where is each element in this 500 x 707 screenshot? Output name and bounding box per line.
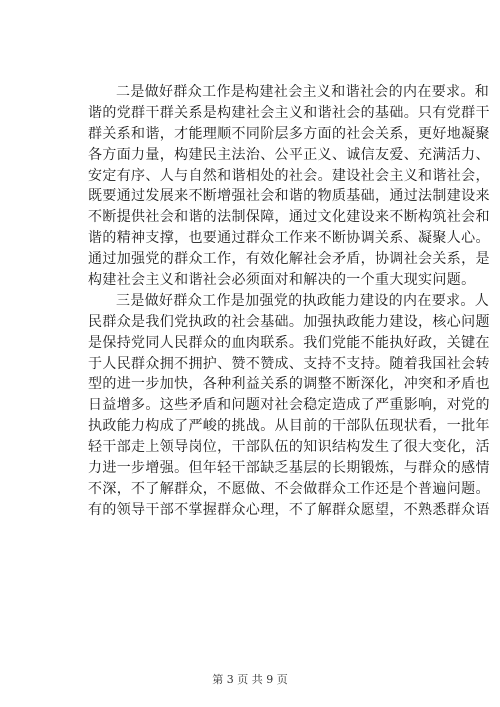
text-line: 是保持党同人民群众的血肉联系。我们党能不能执好政，关键在	[88, 334, 490, 351]
text-line: 不断提供社会和谐的法制保障，通过文化建设来不断构筑社会和	[88, 209, 490, 226]
text-line: 日益增多。这些矛盾和问题对社会稳定造成了严重影响，对党的	[88, 397, 490, 414]
text-line: 型的进一步加快，各种利益关系的调整不断深化，冲突和矛盾也	[88, 376, 490, 393]
text-line: 力进一步增强。但年轻干部缺乏基层的长期锻炼，与群众的感情	[88, 460, 490, 477]
paragraph-governing-capacity	[88, 291, 490, 521]
text-line: 执政能力构成了严峻的挑战。从目前的干部队伍现状看，一批年	[88, 418, 490, 435]
text-line: 群关系和谐，才能理顺不同阶层多方面的社会关系，更好地凝聚	[88, 125, 490, 142]
text-line: 通过加强党的群众工作，有效化解社会矛盾，协调社会关系，是	[88, 251, 490, 268]
paragraph-harmonious-society	[88, 82, 490, 291]
text-line: 不深，不了解群众，不愿做、不会做群众工作还是个普遍问题。	[88, 480, 490, 497]
document-body	[88, 82, 490, 521]
text-line: 各方面力量，构建民主法治、公平正义、诚信友爱、充满活力、	[88, 146, 490, 163]
page-number-footer: 第 3 页 共 9 页	[212, 673, 288, 686]
text-line: 于人民群众拥不拥护、赞不赞成、支持不支持。随着我国社会转	[88, 355, 490, 372]
text-line: 三是做好群众工作是加强党的执政能力建设的内在要求。人	[116, 292, 490, 309]
text-line: 构建社会主义和谐社会必须面对和解决的一个重大现实问题。	[88, 272, 476, 289]
text-line: 既要通过发展来不断增强社会和谐的物质基础，通过法制建设来	[88, 188, 490, 205]
text-line: 安定有序、人与自然和谐相处的社会。建设社会主义和谐社会，	[88, 167, 490, 184]
text-line: 谐的党群干群关系是构建社会主义和谐社会的基础。只有党群干	[88, 104, 490, 121]
text-line: 轻干部走上领导岗位，干部队伍的知识结构发生了很大变化，活	[88, 439, 490, 456]
text-line: 谐的精神支撑，也要通过群众工作来不断协调关系、凝聚人心。	[88, 230, 490, 247]
text-line: 有的领导干部不掌握群众心理，不了解群众愿望，不熟悉群众语	[88, 501, 490, 518]
text-line: 民群众是我们党执政的社会基础。加强执政能力建设，核心问题	[88, 313, 490, 330]
text-line: 二是做好群众工作是构建社会主义和谐社会的内在要求。和	[116, 84, 490, 100]
